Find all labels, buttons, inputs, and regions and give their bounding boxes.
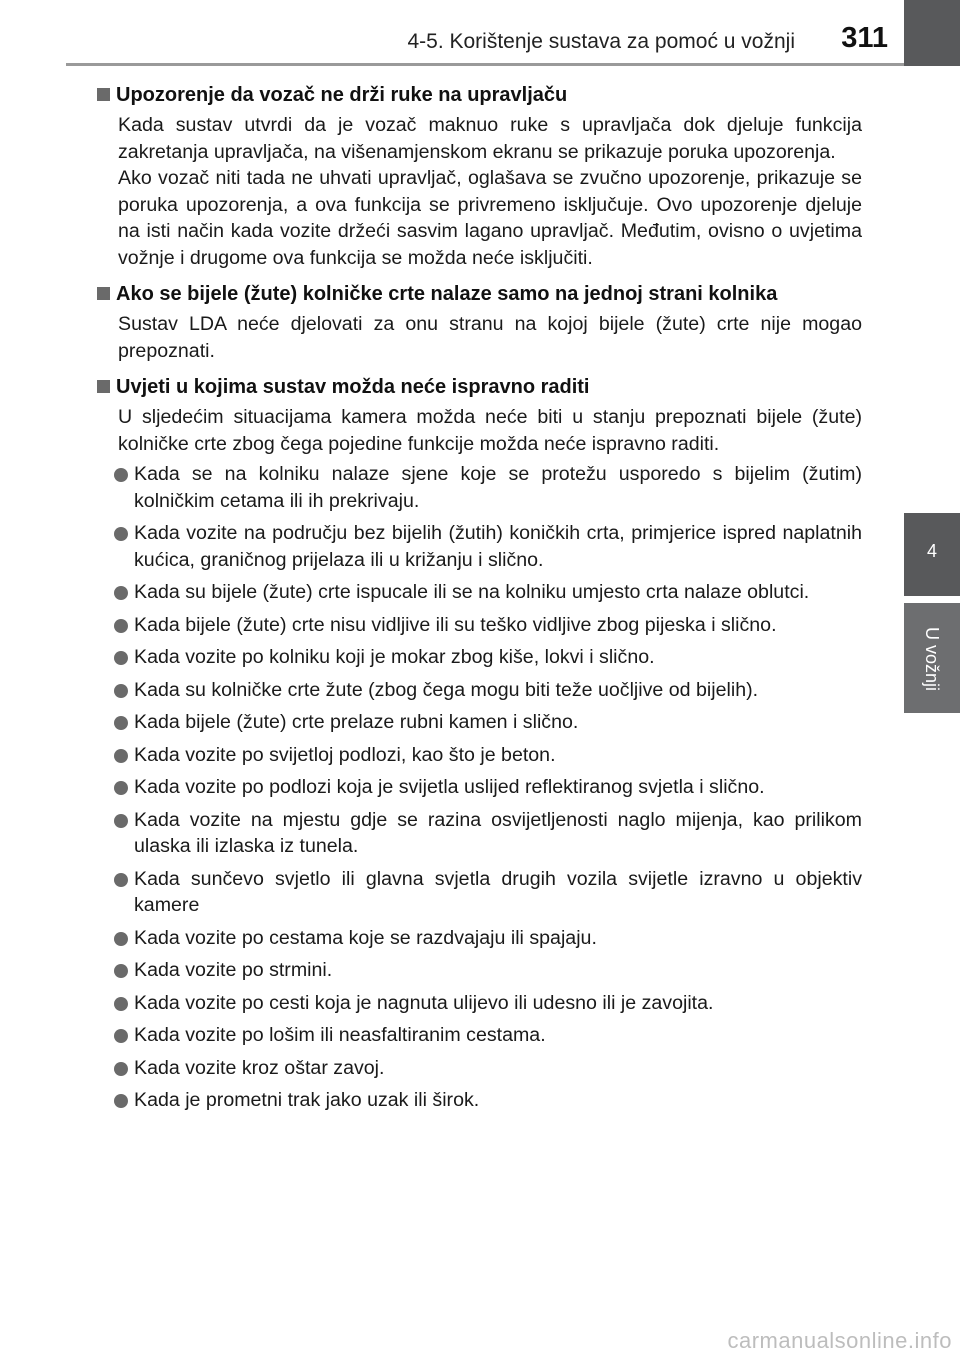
list-item: Kada vozite kroz oštar zavoj. (114, 1055, 862, 1082)
round-bullet-icon (114, 1029, 128, 1043)
section-hands-off-warning (96, 80, 862, 271)
round-bullet-icon (114, 873, 128, 887)
page-number: 311 (841, 22, 888, 54)
chapter-title-tab (904, 603, 960, 713)
square-bullet-icon (97, 380, 110, 393)
list-item: Kada bijele (žute) crte prelaze rubni kamen i slično. (114, 709, 862, 736)
square-bullet-icon (97, 88, 110, 101)
page-content (96, 80, 862, 1122)
round-bullet-icon (114, 527, 128, 541)
round-bullet-icon (114, 964, 128, 978)
side-tab-top (904, 0, 960, 66)
header-section-title: 4-5. Korištenje sustava za pomoć u vožnji (407, 30, 795, 53)
round-bullet-icon (114, 651, 128, 665)
section-paragraph: Sustav LDA neće djelovati za onu stranu na kojoj bijele (žute) crte nije mogao prepoznati. (118, 313, 862, 362)
round-bullet-icon (114, 814, 128, 828)
section-title (96, 279, 862, 309)
list-item: Kada vozite po svijetloj podlozi, kao što je beton. (114, 742, 862, 769)
page-header (0, 0, 960, 66)
list-item: Kada bijele (žute) crte nisu vidljive ili su teško vidljive zbog pijeska i slično. (114, 612, 862, 639)
section-title (96, 80, 862, 110)
round-bullet-icon (114, 619, 128, 633)
list-item: Kada je prometni trak jako uzak ili širok. (114, 1087, 862, 1114)
round-bullet-icon (114, 1062, 128, 1076)
section-one-side-lines (96, 279, 862, 364)
chapter-title: U vožnji (922, 626, 942, 692)
section-paragraph: U sljedećim situacijama kamera možda neće biti u stanju prepoznati bijele (žute) kolničke crte zbog čega pojedine funkcije možda neće ispravno raditi. (118, 406, 862, 455)
chapter-number-tab (904, 513, 960, 596)
section-title-text: Upozorenje da vozač ne drži ruke na upravljaču (116, 84, 568, 106)
section-paragraph: Kada sustav utvrdi da je vozač maknuo ruke s upravljača dok djeluje funkcija zakretanja upravljača, na višenamjenskom ekranu se prikazuje poruka upozorenja. Ako vozač niti tada ne uhvati upravljač, oglašava se zvučno upozorenje, prikazuje se poruka upozorenja, a ova funkcija se privremeno isključuje. Ovo upozorenje djeluje na isti način kada vozite držeći sasvim lagano upravljač. Međutim, ovisno o uvjetima vožnje i drugome ova funkcija se možda neće isključiti. (118, 114, 862, 269)
list-item: Kada se na kolniku nalaze sjene koje se protežu usporedo s bijelim (žutim) kolničkim cetama ili ih prekrivaju. (114, 461, 862, 514)
square-bullet-icon (97, 287, 110, 300)
round-bullet-icon (114, 781, 128, 795)
header-divider (66, 63, 960, 66)
round-bullet-icon (114, 1094, 128, 1108)
list-item: Kada vozite na području bez bijelih (žutih) koničkih crta, primjerice ispred naplatnih kućica, graničnog prijelaza ili u križanju i slično. (114, 520, 862, 573)
list-item: Kada vozite po kolniku koji je mokar zbog kiše, lokvi i slično. (114, 644, 862, 671)
section-title (96, 372, 862, 402)
list-item: Kada su kolničke crte žute (zbog čega mogu biti teže uočljive od bijelih). (114, 677, 862, 704)
list-item: Kada vozite po lošim ili neasfaltiranim cestama. (114, 1022, 862, 1049)
round-bullet-icon (114, 997, 128, 1011)
round-bullet-icon (114, 586, 128, 600)
list-item: Kada vozite na mjestu gdje se razina osvijetljenosti naglo mijenja, kao prilikom ulaska ili izlaska iz tunela. (114, 807, 862, 860)
list-item: Kada vozite po cestama koje se razdvajaju ili spajaju. (114, 925, 862, 952)
condition-list (96, 461, 862, 1114)
list-item: Kada vozite po cesti koja je nagnuta ulijevo ili udesno ili je zavojita. (114, 990, 862, 1017)
watermark: carmanualsonline.info (727, 1328, 952, 1353)
section-title-text: Ako se bijele (žute) kolničke crte nalaze samo na jednoj strani kolnika (116, 283, 778, 305)
round-bullet-icon (114, 468, 128, 482)
round-bullet-icon (114, 716, 128, 730)
round-bullet-icon (114, 749, 128, 763)
list-item: Kada sunčevo svjetlo ili glavna svjetla drugih vozila svijetle izravno u objektiv kamere (114, 866, 862, 919)
section-malfunction-conditions (96, 372, 862, 1114)
round-bullet-icon (114, 684, 128, 698)
chapter-number: 4 (926, 541, 937, 561)
list-item: Kada su bijele (žute) crte ispucale ili se na kolniku umjesto crta nalaze oblutci. (114, 579, 862, 606)
round-bullet-icon (114, 932, 128, 946)
section-title-text: Uvjeti u kojima sustav možda neće ispravno raditi (116, 376, 590, 398)
list-item: Kada vozite po strmini. (114, 957, 862, 984)
list-item: Kada vozite po podlozi koja je svijetla uslijed reflektiranog svjetla i slično. (114, 774, 862, 801)
